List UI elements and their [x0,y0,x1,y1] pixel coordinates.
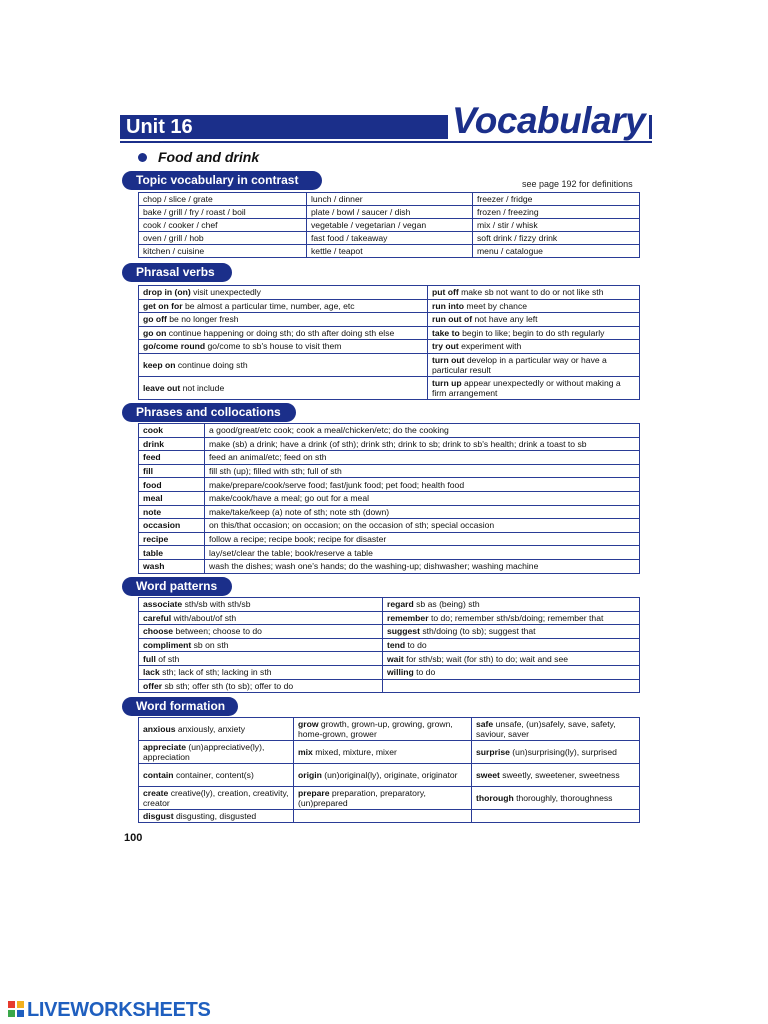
table-cell [139,313,428,327]
table-row [139,532,640,546]
keyword: regard [387,599,414,610]
table-cell: vegetable / vegetarian / vegan [307,219,473,232]
definition: disgusting, disgusted [173,811,257,821]
table-cell [294,810,472,823]
table-cell [428,340,640,354]
definition: preparation, preparatory, (un)prepared [298,788,426,808]
keyword: go on [143,327,167,338]
keyword: disgust [143,811,174,821]
table-cell: plate / bowl / saucer / dish [307,206,473,219]
table-cell: mix / stir / whisk [473,219,640,232]
table-cell: feed [139,451,205,465]
table-cell [472,718,640,741]
table-cell [139,353,428,376]
table-row [139,505,640,519]
table-cell [472,810,640,823]
table-cell [139,286,428,300]
table-cell: kettle / teapot [307,245,473,258]
table-cell [139,326,428,340]
table-cell: frozen / freezing [473,206,640,219]
definition: container, content(s) [173,770,254,780]
table-row [139,546,640,560]
definition: (un)appreciative(ly), appreciation [143,742,265,762]
table-row [139,741,640,764]
table-cell: follow a recipe; recipe book; recipe for disaster [205,532,640,546]
table-cell: wash the dishes; wash one's hands; do the washing-up; dishwasher; washing machine [205,559,640,573]
definition: sth/doing (to sb); suggest that [419,626,536,637]
keyword: anxious [143,724,176,734]
table-cell: menu / catalogue [473,245,640,258]
table-cell: lunch / dinner [307,193,473,206]
keyword: compliment [143,640,192,651]
table-row [139,313,640,327]
table-row [139,193,640,206]
table-cell [383,638,640,652]
table-cell [472,764,640,787]
table-row [139,245,640,258]
keyword: offer [143,680,163,691]
definition: begin to like; begin to do sth regularly [459,327,605,338]
word-patterns-heading: Word patterns [122,577,232,596]
definition: develop in a particular way or have a particular result [432,354,607,375]
keyword: surprise [476,747,510,757]
topic-vocabulary-heading: Topic vocabulary in contrast [122,171,322,190]
table-cell [294,718,472,741]
table-cell [139,679,383,693]
table-cell [383,665,640,679]
keyword: turn out [432,354,465,365]
definition: sweetly, sweetener, sweetness [499,770,620,780]
table-row [139,286,640,300]
keyword: try out [432,341,459,352]
keyword: wait [387,653,404,664]
keyword: go off [143,314,167,325]
vocabulary-title: Vocabulary [448,100,649,142]
keyword: associate [143,599,183,610]
table-cell [383,679,640,693]
page-number: 100 [124,832,143,844]
section-subtitle: Food and drink [158,149,260,165]
table-row [139,437,640,451]
table-cell: wash [139,559,205,573]
table-cell [428,353,640,376]
word-formation-table [138,717,640,823]
definition: not have any left [472,314,538,325]
table-cell: recipe [139,532,205,546]
table-cell [428,286,640,300]
table-row [139,376,640,399]
keyword: willing [387,667,414,678]
definition: be almost a particular time, number, age, etc [182,300,355,311]
liveworksheets-logo[interactable] [8,999,228,1021]
definition: unsafe, (un)safely, save, safety, saviour, saver [476,719,616,739]
table-cell [139,376,428,399]
keyword: go/come round [143,341,206,352]
table-cell [139,787,294,810]
liveworksheets-logo-icon [8,1001,24,1017]
table-row [139,764,640,787]
word-patterns-table [138,597,640,693]
definition: visit unexpectedly [190,287,261,298]
definition: creative(ly), creation, creativity, creator [143,788,289,808]
definition: sb on sth [191,640,229,651]
keyword: turn up [432,377,462,388]
table-cell [383,611,640,625]
liveworksheets-logo-text: LIVEWORKSHEETS [27,999,211,1021]
table-cell [139,299,428,313]
table-cell [383,625,640,639]
table-cell [294,741,472,764]
definition: meet by chance [463,300,528,311]
table-cell: cook [139,424,205,438]
table-cell: food [139,478,205,492]
bullet-icon [138,153,147,162]
definition: not include [180,382,225,393]
table-cell: cook / cooker / chef [139,219,307,232]
table-cell: bake / grill / fry / roast / boil [139,206,307,219]
table-cell [139,741,294,764]
phrases-collocations-heading: Phrases and collocations [122,403,296,422]
table-cell [139,764,294,787]
table-row [139,424,640,438]
table-cell: occasion [139,519,205,533]
phrasal-verbs-table [138,285,640,400]
definition: sth/sb with sth/sb [182,599,251,610]
definition: sb sth; offer sth (to sb); offer to do [162,680,294,691]
definition: thoroughly, thoroughness [513,793,613,803]
definition: sth; lack of sth; lacking in sth [159,667,272,678]
table-cell [139,598,383,612]
phrasal-verbs-heading: Phrasal verbs [122,263,232,282]
keyword: suggest [387,626,420,637]
keyword: grow [298,719,319,729]
table-row [139,598,640,612]
definition: experiment with [458,341,522,352]
definition: to do [405,640,427,651]
table-cell: fast food / takeaway [307,232,473,245]
table-row [139,340,640,354]
table-cell [139,665,383,679]
table-row [139,299,640,313]
table-cell [294,764,472,787]
table-cell: feed an animal/etc; feed on sth [205,451,640,465]
table-row [139,206,640,219]
table-cell [383,652,640,666]
table-cell [428,313,640,327]
keyword: leave out [143,382,181,393]
table-cell [294,787,472,810]
definition: growth, grown-up, growing, grown, home-grown, grower [298,719,453,739]
definition: go/come to sb's house to visit them [205,341,342,352]
table-cell [139,718,294,741]
keyword: get on for [143,300,183,311]
table-cell: drink [139,437,205,451]
definition: (un)surprising(ly), surprised [509,747,617,757]
keyword: full [143,653,156,664]
table-row [139,652,640,666]
table-cell: make/take/keep (a) note of sth; note sth (down) [205,505,640,519]
definition: mixed, mixture, mixer [312,747,397,757]
keyword: lack [143,667,160,678]
table-cell: a good/great/etc cook; cook a meal/chicken/etc; do the cooking [205,424,640,438]
table-row [139,611,640,625]
keyword: careful [143,612,172,623]
table-cell [472,787,640,810]
phrases-collocations-table [138,423,640,574]
keyword: prepare [298,788,330,798]
table-cell: fill [139,464,205,478]
table-cell: kitchen / cuisine [139,245,307,258]
keyword: drop in (on) [143,287,191,298]
table-row [139,326,640,340]
keyword: put off [432,287,459,298]
table-cell: make/prepare/cook/serve food; fast/junk food; pet food; health food [205,478,640,492]
table-row [139,665,640,679]
table-cell [472,741,640,764]
table-cell: soft drink / fizzy drink [473,232,640,245]
table-cell: oven / grill / hob [139,232,307,245]
definition: be no longer fresh [166,314,239,325]
table-row [139,353,640,376]
keyword: choose [143,626,174,637]
definition: (un)original(ly), originate, originator [321,770,458,780]
definition: to do [413,667,436,678]
table-cell: table [139,546,205,560]
keyword: origin [298,770,322,780]
table-cell: freezer / fridge [473,193,640,206]
table-cell [139,340,428,354]
definition: continue happening or doing sth; do sth after doing sth else [166,327,395,338]
table-cell [428,299,640,313]
table-cell: make/cook/have a meal; go out for a meal [205,491,640,505]
table-row [139,787,640,810]
keyword: safe [476,719,494,729]
keyword: mix [298,747,313,757]
definition: to do; remember sth/sb/doing; remember that [428,612,604,623]
table-cell [383,598,640,612]
definition: between; choose to do [173,626,262,637]
keyword: run out of [432,314,473,325]
table-cell: meal [139,491,205,505]
keyword: appreciate [143,742,186,752]
table-row [139,464,640,478]
table-cell: fill sth (up); filled with sth; full of sth [205,464,640,478]
definition: with/about/of sth [171,612,237,623]
table-cell [139,625,383,639]
table-row [139,219,640,232]
keyword: take to [432,327,460,338]
definition: anxiously, anxiety [175,724,246,734]
definition: appear unexpectedly or without making a firm arrangement [432,377,621,398]
table-cell [139,810,294,823]
keyword: contain [143,770,174,780]
table-cell [139,652,383,666]
word-formation-heading: Word formation [122,697,238,716]
table-cell: chop / slice / grate [139,193,307,206]
definitions-note: see page 192 for definitions [522,179,633,189]
definition: make sb not want to do or not like sth [458,287,604,298]
table-cell [428,326,640,340]
table-row [139,718,640,741]
table-row [139,810,640,823]
keyword: run into [432,300,464,311]
keyword: keep on [143,359,176,370]
table-cell: note [139,505,205,519]
definition: for sth/sb; wait (for sth) to do; wait and see [403,653,569,664]
table-row [139,559,640,573]
keyword: create [143,788,169,798]
definition: continue doing sth [175,359,248,370]
unit-title: Unit 16 [126,116,193,138]
table-cell [139,638,383,652]
table-row [139,232,640,245]
table-row [139,679,640,693]
keyword: thorough [476,793,514,803]
table-row [139,638,640,652]
table-cell: lay/set/clear the table; book/reserve a table [205,546,640,560]
table-cell: make (sb) a drink; have a drink (of sth); drink sth; drink to sb; drink to sb's health; drink a toast to sb [205,437,640,451]
table-cell [139,611,383,625]
table-row [139,451,640,465]
header-underline [120,141,652,143]
table-cell: on this/that occasion; on occasion; on the occasion of sth; special occasion [205,519,640,533]
definition: sb as (being) sth [413,599,480,610]
table-row [139,625,640,639]
keyword: tend [387,640,406,651]
topic-vocabulary-table [138,192,640,258]
table-row [139,478,640,492]
definition: of sth [155,653,180,664]
keyword: sweet [476,770,500,780]
table-row [139,491,640,505]
table-row [139,519,640,533]
table-cell [428,376,640,399]
keyword: remember [387,612,429,623]
